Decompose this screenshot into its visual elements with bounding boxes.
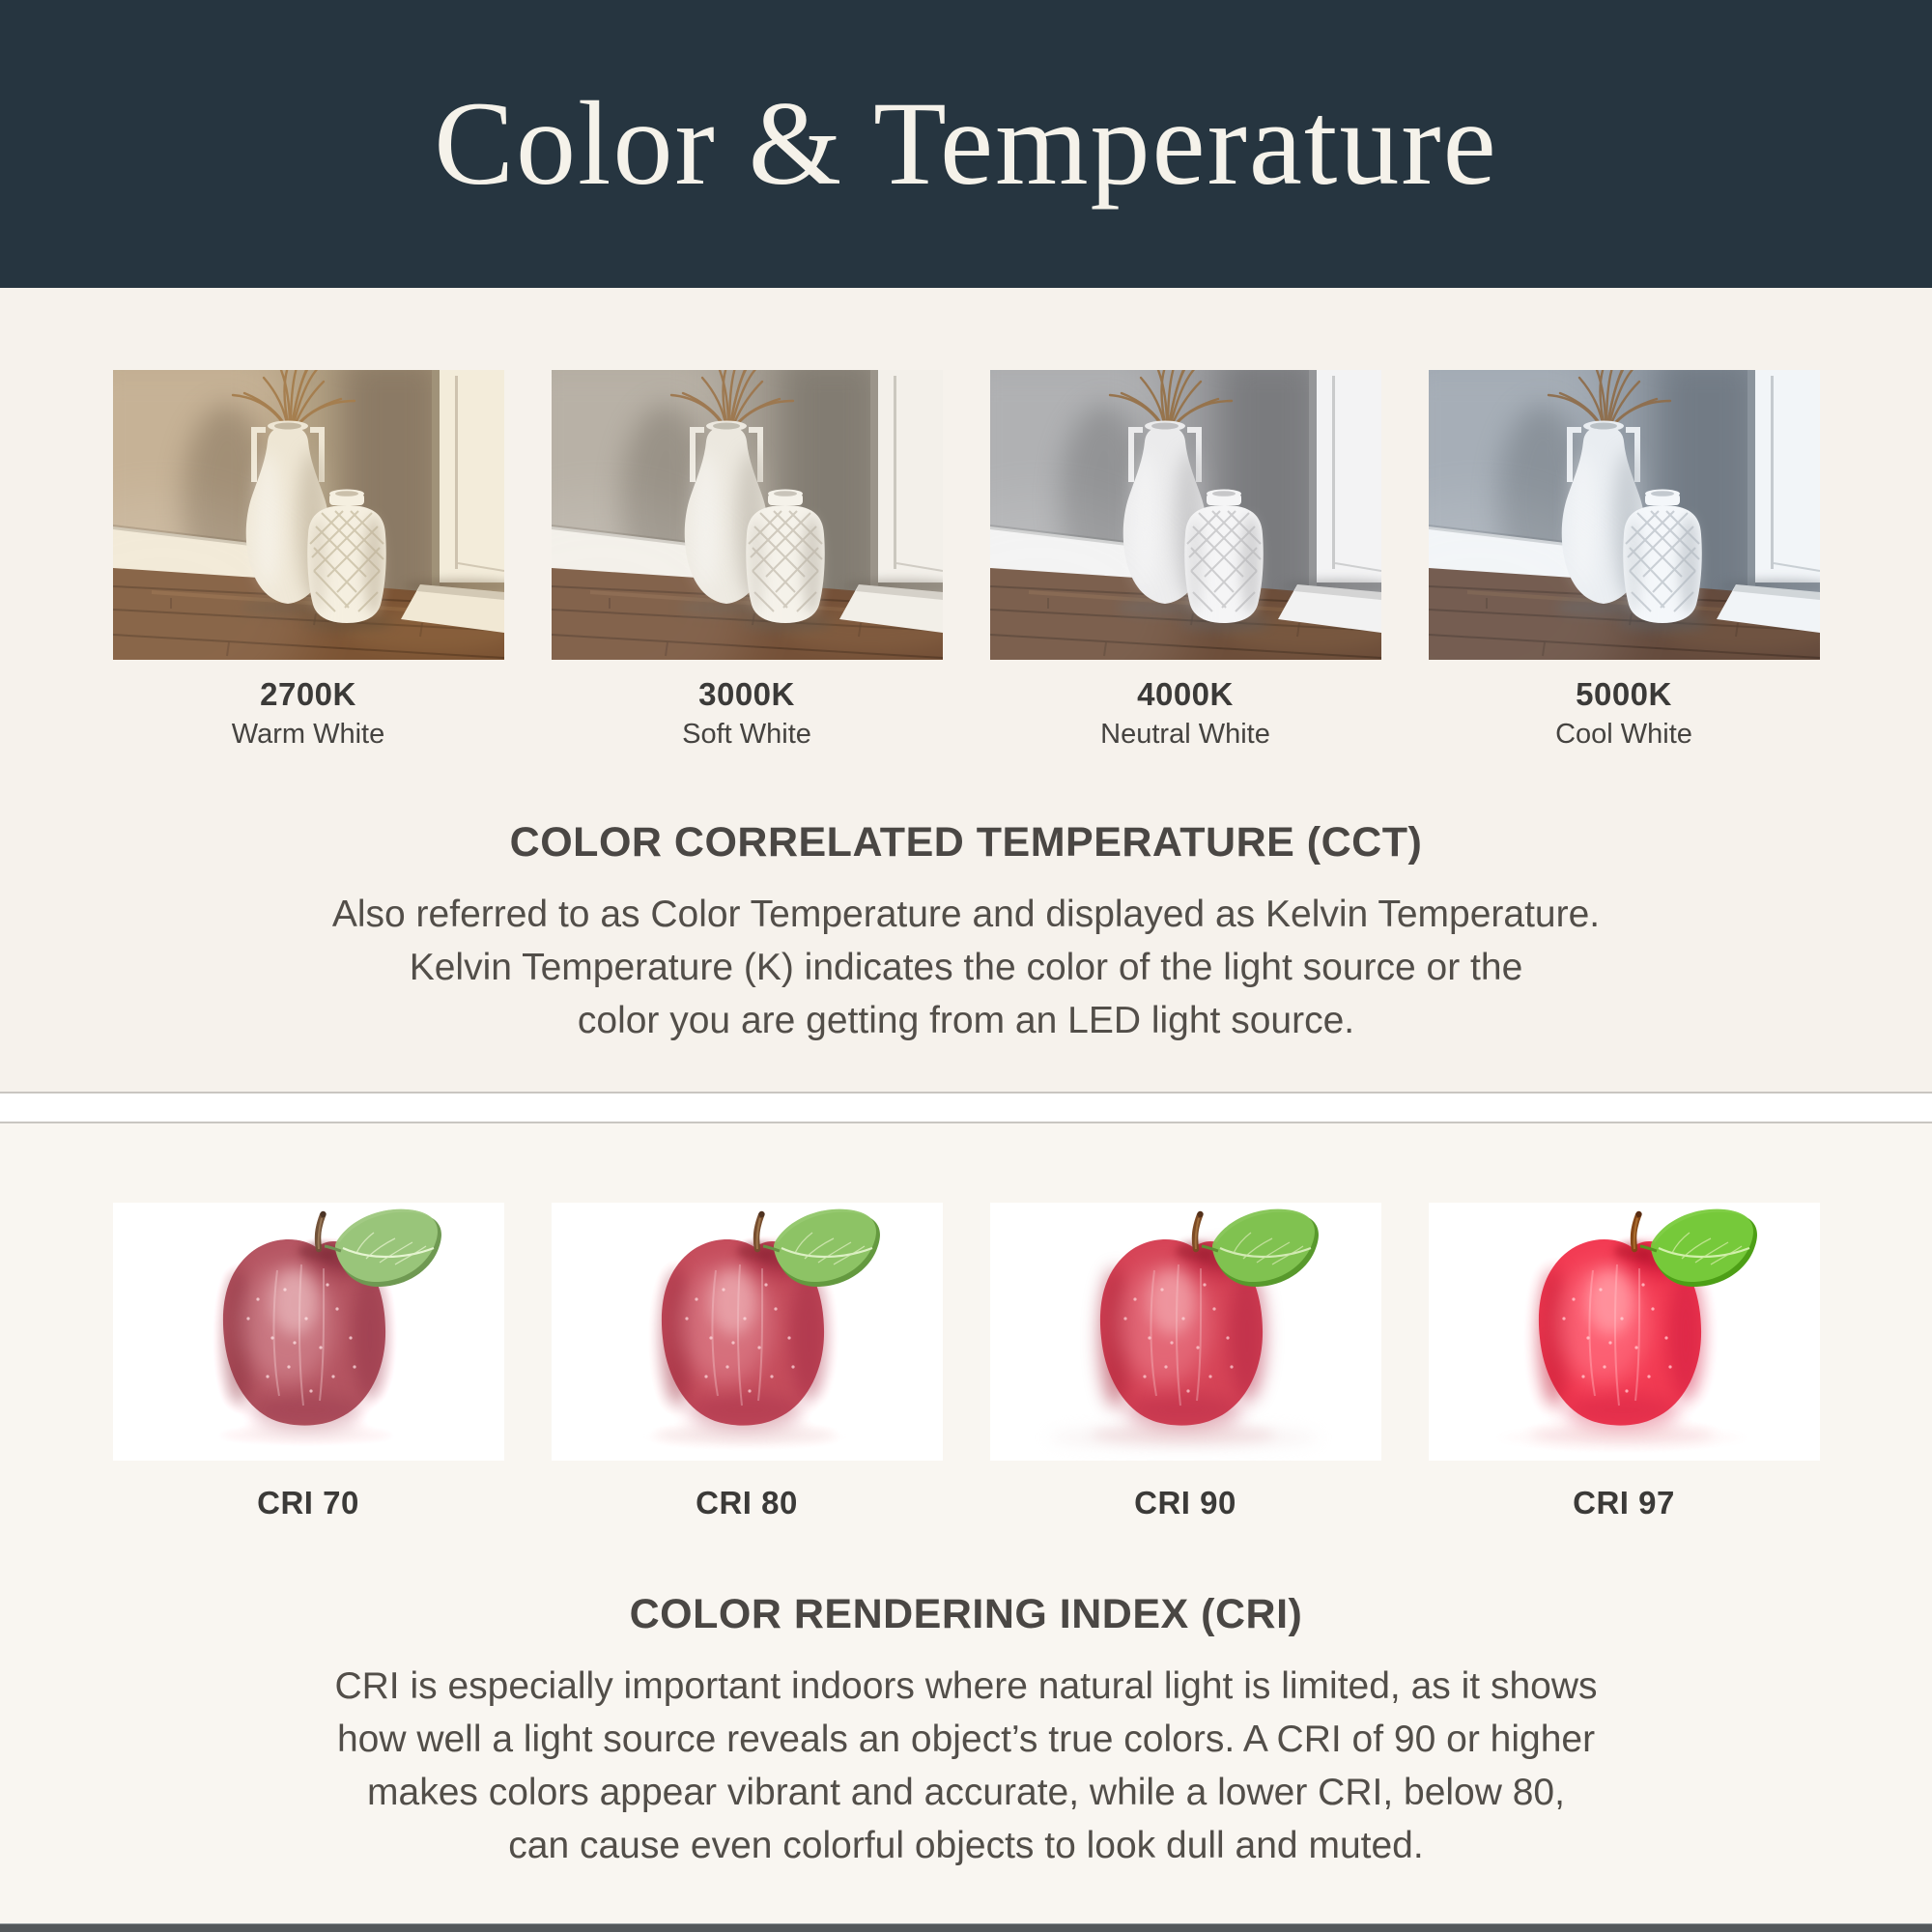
- cri-description: [0, 1660, 1932, 1872]
- cri-card-70: [113, 1203, 504, 1522]
- cri-card-97: [1429, 1203, 1820, 1522]
- cri-label: CRI 97: [1573, 1485, 1675, 1520]
- room-photo-5000k: [1429, 370, 1820, 660]
- cri-description-line: how well a light source reveals an object’s true colors. A CRI of 90 or higher: [336, 1719, 1596, 1760]
- room-photo-4000k: [990, 370, 1381, 660]
- apple-photo-cri97: [1429, 1203, 1820, 1461]
- section-cct: [0, 288, 1932, 1092]
- page-title: Color & Temperature: [434, 77, 1498, 210]
- cri-description-line: makes colors appear vibrant and accurate, while a lower CRI, below 80,: [367, 1772, 1565, 1813]
- apple-illustration: [552, 1203, 943, 1461]
- room-scene-illustration: [113, 370, 504, 660]
- cri-photo-row: [0, 1203, 1932, 1522]
- cct-description: [0, 888, 1932, 1047]
- kelvin-name: Warm White: [231, 719, 385, 750]
- cri-label: CRI 70: [257, 1485, 359, 1520]
- cct-card-3000k: [552, 370, 943, 751]
- section-divider: [0, 1092, 1932, 1123]
- section-cri: [0, 1123, 1932, 1923]
- apple-illustration: [113, 1203, 504, 1461]
- cri-description-line: can cause even colorful objects to look dull and muted.: [508, 1825, 1424, 1866]
- kelvin-label: 3000K: [698, 676, 795, 712]
- cri-heading: COLOR RENDERING INDEX (CRI): [629, 1591, 1303, 1637]
- room-photo-2700k: [113, 370, 504, 660]
- cct-description-line: color you are getting from an LED light source.: [577, 1000, 1355, 1041]
- cct-card-4000k: [990, 370, 1381, 751]
- cct-heading: COLOR CORRELATED TEMPERATURE (CCT): [509, 819, 1423, 866]
- apple-photo-cri70: [113, 1203, 504, 1461]
- cri-label: CRI 80: [696, 1485, 798, 1520]
- kelvin-label: 4000K: [1137, 676, 1234, 712]
- room-scene-illustration: [990, 370, 1381, 660]
- kelvin-name: Neutral White: [1100, 719, 1270, 750]
- apple-photo-cri80: [552, 1203, 943, 1461]
- cri-card-80: [552, 1203, 943, 1522]
- cri-label: CRI 90: [1134, 1485, 1236, 1520]
- cct-card-5000k: [1429, 370, 1820, 751]
- kelvin-name: Cool White: [1555, 719, 1692, 750]
- cct-description-line: Kelvin Temperature (K) indicates the color of the light source or the: [409, 947, 1523, 988]
- kelvin-label: 5000K: [1576, 676, 1672, 712]
- next-section-edge: [0, 1923, 1932, 1932]
- room-scene-illustration: [1429, 370, 1820, 660]
- cri-description-line: CRI is especially important indoors where natural light is limited, as it shows: [334, 1665, 1598, 1707]
- cct-photo-row: [0, 370, 1932, 751]
- kelvin-label: 2700K: [260, 676, 356, 712]
- apple-illustration: [1429, 1203, 1820, 1461]
- apple-illustration: [990, 1203, 1381, 1461]
- room-scene-illustration: [552, 370, 943, 660]
- cct-description-line: Also referred to as Color Temperature and displayed as Kelvin Temperature.: [331, 894, 1601, 935]
- room-photo-3000k: [552, 370, 943, 660]
- apple-photo-cri90: [990, 1203, 1381, 1461]
- cct-card-2700k: [113, 370, 504, 751]
- cri-card-90: [990, 1203, 1381, 1522]
- header-band: [0, 0, 1932, 288]
- kelvin-name: Soft White: [682, 719, 811, 750]
